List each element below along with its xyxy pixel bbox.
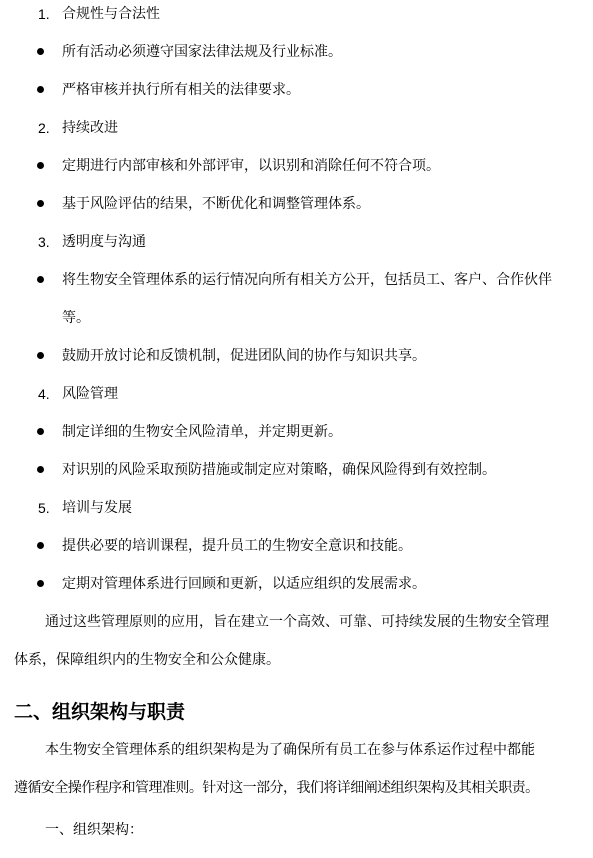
section-heading: 二、组织架构与职责	[14, 701, 186, 723]
bullet-icon	[37, 276, 44, 283]
bullet-icon	[37, 200, 44, 207]
bullet-text: 定期对管理体系进行回顾和更新，以适应组织的发展需求。	[62, 576, 426, 592]
bullet-text: 鼓励开放讨论和反馈机制，促进团队间的协作与知识共享。	[62, 348, 426, 364]
list-title: 风险管理	[62, 386, 118, 402]
bullet-text: 严格审核并执行所有相关的法律要求。	[62, 82, 300, 98]
bullet-icon	[37, 542, 44, 549]
bullet-icon	[37, 86, 44, 93]
bullet-text: 所有活动必须遵守国家法律法规及行业标准。	[62, 44, 342, 60]
bullet-icon	[37, 428, 44, 435]
bullet-text: 将生物安全管理体系的运行情况向所有相关方公开，包括员工、客户、合作伙伴	[62, 272, 552, 288]
bullet-text: 基于风险评估的结果，不断优化和调整管理体系。	[62, 196, 370, 212]
bullet-icon	[37, 580, 44, 587]
paragraph-text: 通过这些管理原则的应用，旨在建立一个高效、可靠、可持续发展的生物安全管理	[45, 614, 549, 630]
list-number: 5.	[38, 500, 50, 516]
bullet-text: 定期进行内部审核和外部评审，以识别和消除任何不符合项。	[62, 158, 440, 174]
bullet-text: 对识别的风险采取预防措施或制定应对策略，确保风险得到有效控制。	[62, 462, 496, 478]
list-title: 合规性与合法性	[62, 6, 160, 22]
list-number: 2.	[38, 120, 50, 136]
bullet-text: 制定详细的生物安全风险清单，并定期更新。	[62, 424, 342, 440]
bullet-text: 提供必要的培训课程，提升员工的生物安全意识和技能。	[62, 538, 412, 554]
paragraph-text: 遵循安全操作程序和管理准则。针对这一部分，我们将详细阐述组织架构及其相关职责。	[14, 780, 539, 796]
sub-heading-text: 一、组织架构：	[45, 822, 143, 838]
paragraph-text: 体系，保障组织内的生物安全和公众健康。	[14, 652, 280, 668]
paragraph-text: 本生物安全管理体系的组织架构是为了确保所有员工在参与体系运作过程中都能	[45, 742, 535, 758]
list-number: 3.	[38, 234, 50, 250]
bullet-icon	[37, 466, 44, 473]
bullet-icon	[37, 162, 44, 169]
bullet-icon	[37, 48, 44, 55]
list-number: 1.	[38, 6, 50, 22]
list-number: 4.	[38, 386, 50, 402]
bullet-icon	[37, 352, 44, 359]
list-title: 培训与发展	[62, 500, 132, 516]
bullet-text: 等。	[62, 310, 90, 326]
list-title: 透明度与沟通	[62, 234, 146, 250]
list-title: 持续改进	[62, 120, 118, 136]
